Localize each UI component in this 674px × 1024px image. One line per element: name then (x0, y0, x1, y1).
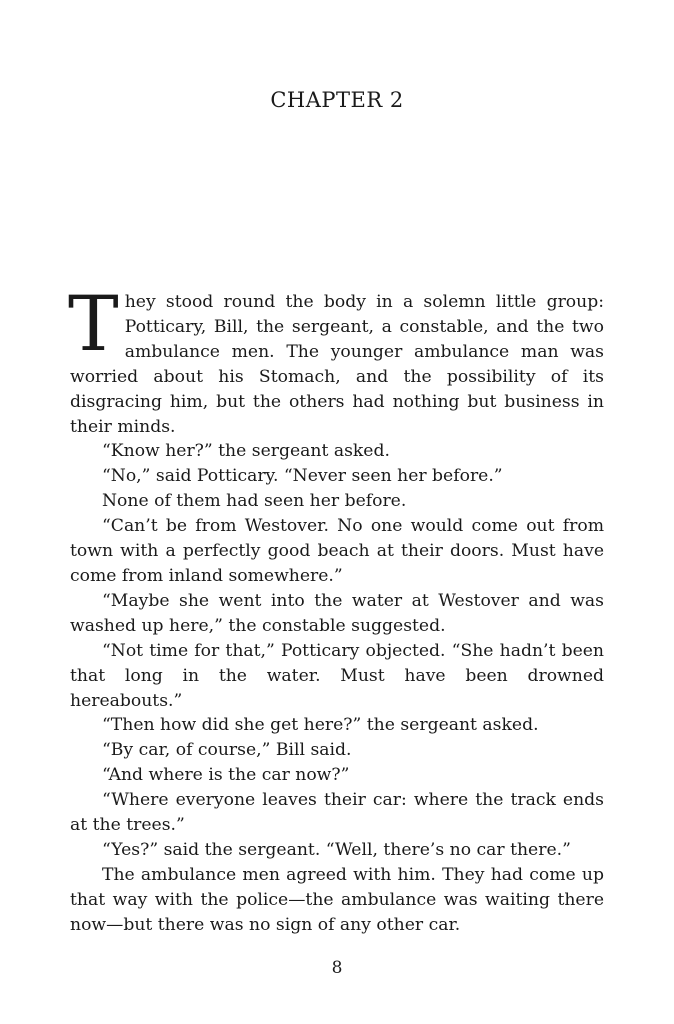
paragraph: “Then how did she get here?” the sergeant asked. (102, 715, 539, 736)
paragraph: “Where everyone leaves their car: where the track ends at the trees.” (70, 790, 604, 836)
paragraph-opening-text: hey stood round the body in a solemn little group: Potticary, Bill, the sergeant, a constable, and the two ambulance men. The younger ambulance man was worried about his Stomach, and the possibility of its disgracing him, but the others had nothing but business in their minds. (70, 292, 604, 437)
paragraph: “Yes?” said the sergeant. “Well, there’s no car there.” (102, 839, 571, 860)
paragraph: The ambulance men agreed with him. They had come up that way with the police—the ambulance was waiting there now—but there was no sign of any other car. (70, 864, 604, 935)
chapter-title: CHAPTER 2 (270, 88, 404, 112)
paragraph: None of them had seen her before. (102, 491, 407, 512)
paragraph: “Can’t be from Westover. No one would come out from town with a perfectly good beach at their doors. Must have come from inland somewhere.” (70, 516, 604, 586)
paragraph-opening (68, 279, 604, 439)
page-number: 8 (331, 958, 343, 978)
paragraph: “And where is the car now?” (102, 765, 350, 786)
paragraph: “Not time for that,” Potticary objected. “She hadn’t been that long in the water. Must have been drowned hereabouts.” (70, 640, 604, 711)
paragraph: “By car, of course,” Bill said. (102, 740, 352, 761)
drop-cap: T (68, 279, 119, 368)
paragraph: “Maybe she went into the water at Westover and was washed up here,” the constable suggested. (70, 590, 604, 636)
paragraph: “No,” said Potticary. “Never seen her before.” (102, 466, 503, 487)
chapter-body (68, 279, 604, 938)
paragraph: “Know her?” the sergeant asked. (102, 441, 390, 462)
